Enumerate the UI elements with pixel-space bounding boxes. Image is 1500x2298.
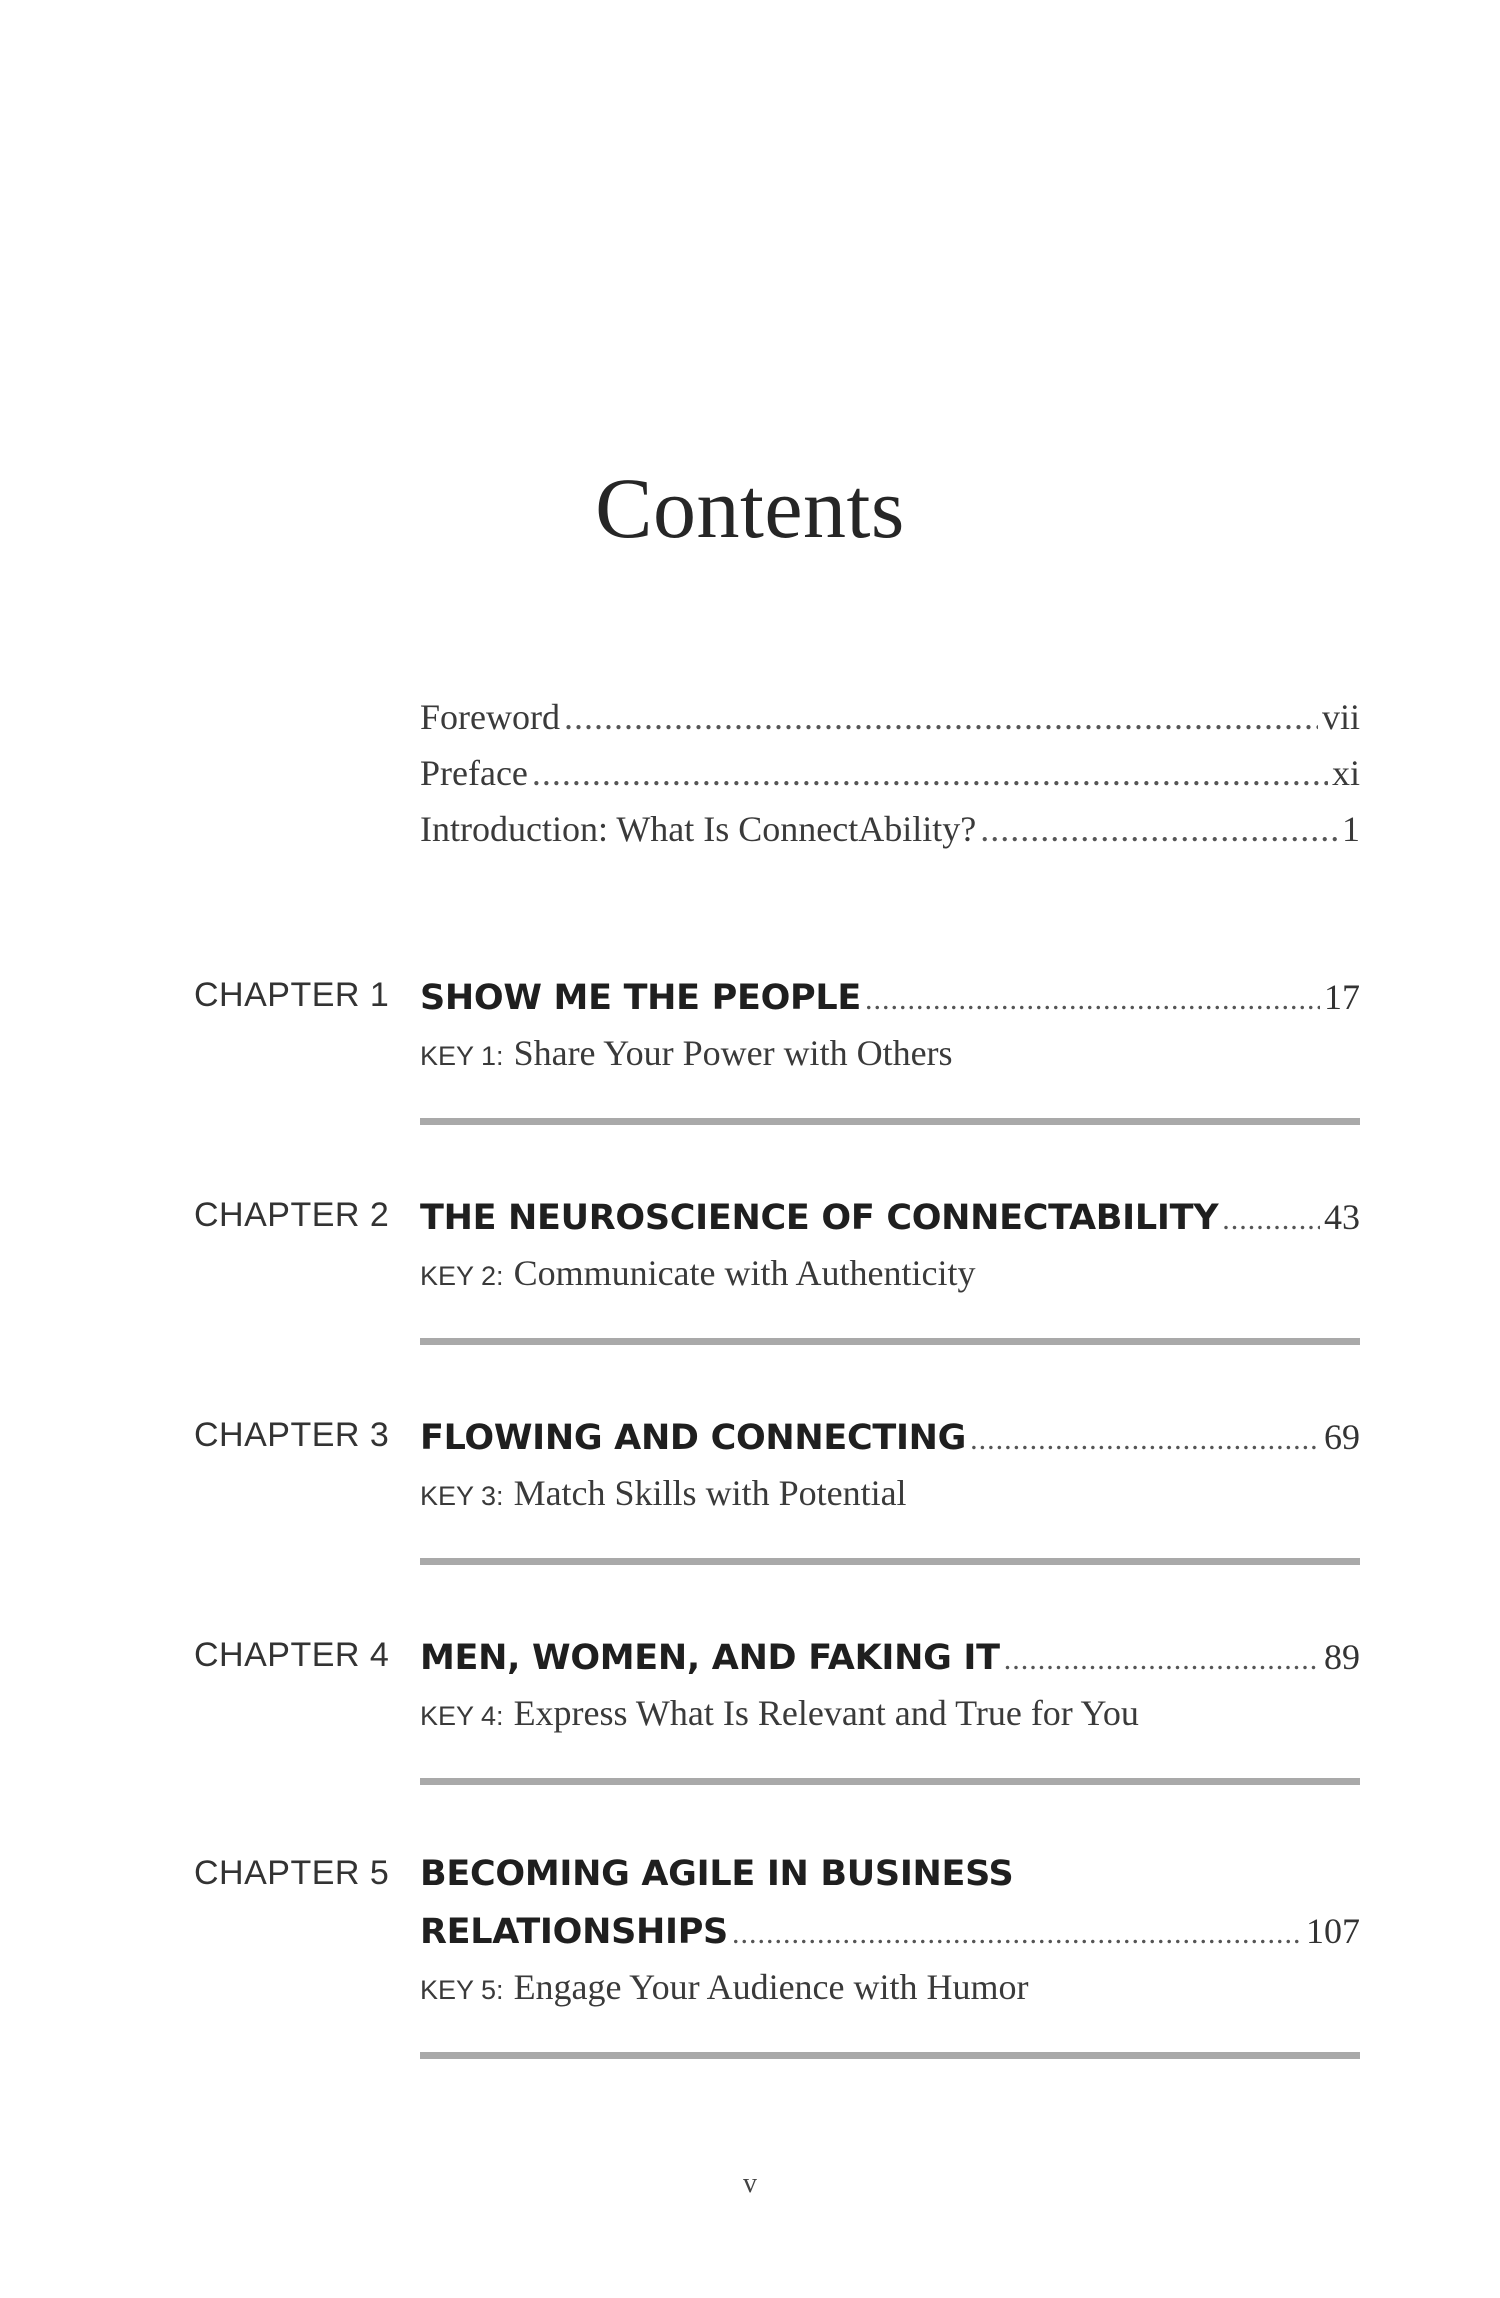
toc-entry-preface[interactable] [420, 752, 1360, 808]
key-label: KEY 5: [420, 1975, 504, 2005]
chapter-page: 69 [1324, 1417, 1360, 1457]
chapter-label: CHAPTER 5 [194, 1854, 390, 1892]
key-line [420, 1692, 1360, 1744]
key-text: Communicate with Authenticity [513, 1253, 976, 1293]
key-label: KEY 3: [420, 1481, 504, 1511]
chapter-page: 107 [1306, 1911, 1360, 1951]
chapter-body [420, 976, 1360, 1125]
page-title: Contents [595, 459, 905, 556]
dot-leader [532, 752, 1328, 794]
front-matter-list [420, 696, 1360, 864]
divider [420, 2052, 1360, 2059]
chapter-label: CHAPTER 2 [194, 1196, 390, 1234]
chapter-body [420, 1416, 1360, 1565]
toc-entry-label: Preface [420, 753, 528, 793]
key-text: Match Skills with Potential [513, 1473, 907, 1513]
key-label: KEY 1: [420, 1041, 504, 1071]
toc-entry-page: vii [1321, 697, 1360, 737]
key-line [420, 1472, 1360, 1524]
dot-leader [564, 696, 1318, 738]
toc-entry-foreword[interactable] [420, 696, 1360, 752]
toc-entry-introduction[interactable] [420, 808, 1360, 864]
chapter-page: 43 [1324, 1197, 1360, 1237]
divider [420, 1338, 1360, 1345]
chapter-title: RELATIONSHIPS [420, 1912, 728, 1952]
toc-entry-page: 1 [1342, 809, 1360, 849]
key-line [420, 1252, 1360, 1304]
key-line [420, 1966, 1360, 2018]
toc-entry-label: Introduction: What Is ConnectAbility? [420, 809, 977, 849]
toc-entry-page: xi [1331, 753, 1360, 793]
chapter-title-row[interactable] [420, 976, 1360, 1032]
chapter-body [420, 1636, 1360, 1785]
divider [420, 1558, 1360, 1565]
chapter-title-row[interactable] [420, 1910, 1360, 1966]
dot-leader [865, 983, 1320, 1017]
chapter-title: MEN, WOMEN, AND FAKING IT [420, 1638, 1000, 1678]
key-text: Express What Is Relevant and True for You [513, 1693, 1139, 1733]
chapter-body [420, 1854, 1360, 2059]
key-text: Share Your Power with Others [513, 1033, 953, 1073]
key-text: Engage Your Audience with Humor [513, 1967, 1029, 2007]
chapter-title-line-1[interactable]: BECOMING AGILE IN BUSINESS [420, 1854, 1014, 1894]
key-label: KEY 2: [420, 1261, 504, 1291]
chapter-title-row[interactable] [420, 1636, 1360, 1692]
chapter-body [420, 1196, 1360, 1345]
dot-leader [970, 1423, 1320, 1457]
dot-leader [980, 808, 1338, 850]
chapter-label: CHAPTER 4 [194, 1636, 390, 1674]
key-label: KEY 4: [420, 1701, 504, 1731]
chapter-page: 17 [1324, 977, 1360, 1017]
chapter-title: FLOWING AND CONNECTING [420, 1418, 967, 1458]
chapter-page: 89 [1324, 1637, 1360, 1677]
chapter-label: CHAPTER 3 [194, 1416, 390, 1454]
toc-entry-label: Foreword [420, 697, 560, 737]
page-number: v [743, 2168, 757, 2199]
divider [420, 1778, 1360, 1785]
chapter-title-row[interactable] [420, 1416, 1360, 1472]
chapter-title: SHOW ME THE PEOPLE [420, 978, 862, 1018]
key-line [420, 1032, 1360, 1084]
dot-leader [1222, 1203, 1320, 1237]
dot-leader [1004, 1643, 1320, 1677]
dot-leader [732, 1917, 1302, 1951]
divider [420, 1118, 1360, 1125]
chapter-title-row[interactable] [420, 1196, 1360, 1252]
chapter-title: THE NEUROSCIENCE OF CONNECTABILITY [420, 1198, 1219, 1238]
chapter-label: CHAPTER 1 [194, 976, 390, 1014]
